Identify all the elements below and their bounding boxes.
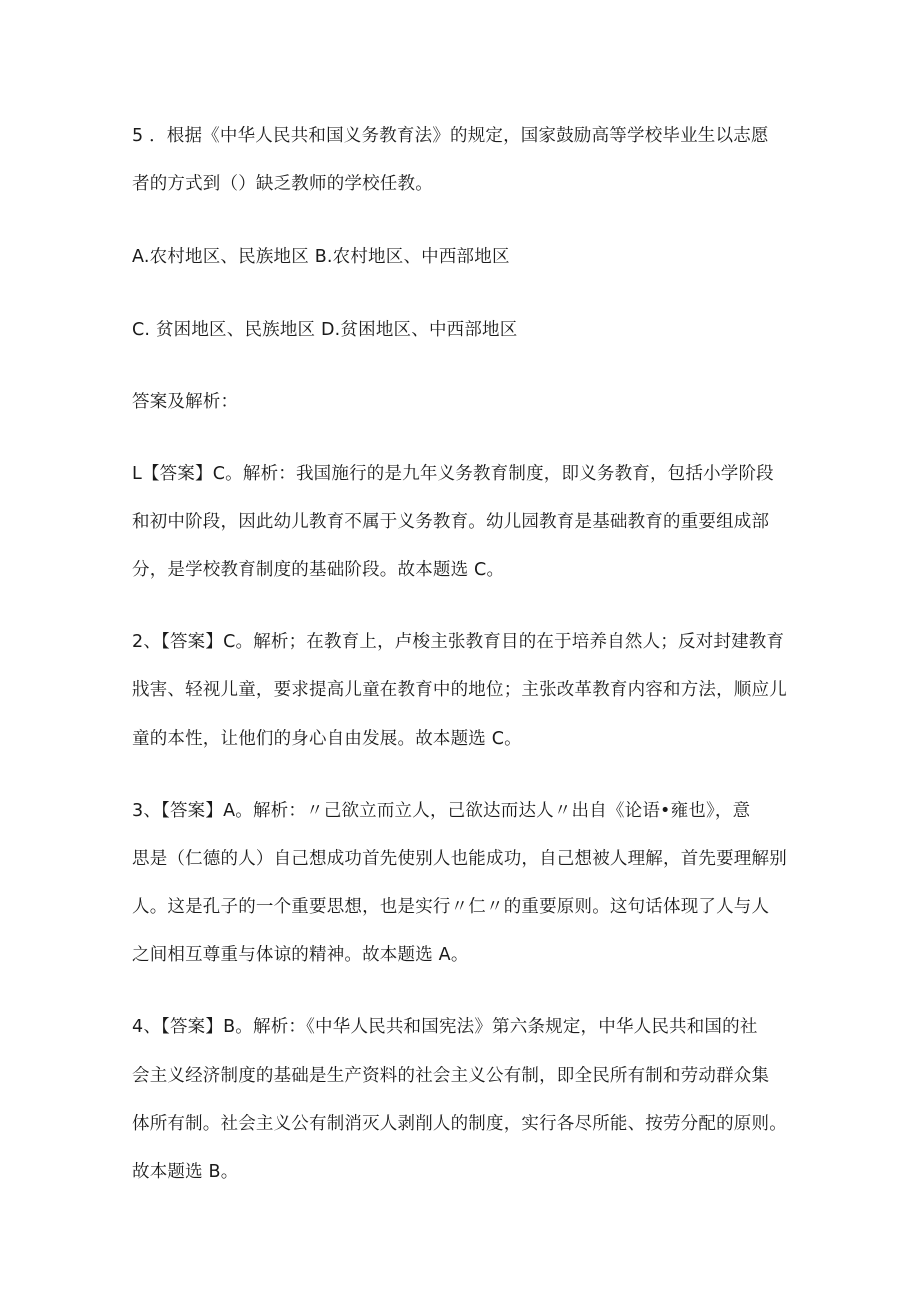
answer-4-line-1: 4、【答案】B。解析：《中华人民共和国宪法》第六条规定，中华人民共和国的社 — [132, 1017, 758, 1037]
answer-2-line-2: 戕害、轻视儿童，要求提高儿童在教育中的地位；主张改革教育内容和方法，顺应儿 — [132, 680, 787, 700]
answer-1-line-1: L【答案】C。解析：我国施行的是九年义务教育制度，即义务教育，包括小学阶段 — [132, 464, 774, 484]
answer-1-line-3: 分，是学校教育制度的基础阶段。故本题选 C。 — [132, 560, 505, 580]
answer-3-line-2: 思是（仁德的人）自己想成功首先使别人也能成功，自己想被人理解，首先要理解别 — [132, 849, 787, 869]
question-options-a-b: A.农村地区、民族地区 B.农村地区、中西部地区 — [132, 247, 510, 267]
answer-2-line-1: 2、【答案】C。解析；在教育上，卢梭主张教育目的在于培养自然人；反对封建教育 — [132, 632, 785, 652]
answer-heading: 答案及解析： — [132, 392, 239, 412]
answer-4-line-3: 体所有制。社会主义公有制消灭人剥削人的制度，实行各尽所能、按劳分配的原则。 — [132, 1114, 787, 1134]
answer-3-line-4: 之间相互尊重与体谅的精神。故本题选 A。 — [132, 945, 469, 965]
answer-4-line-2: 会主义经济制度的基础是生产资料的社会主义公有制，即全民所有制和劳动群众集 — [132, 1066, 770, 1086]
answer-3-line-1: 3、【答案】A。解析：〃己欲立而立人，己欲达而达人〃出自《论语•雍也》，意 — [132, 801, 751, 821]
question-options-c-d: C. 贫困地区、民族地区 D.贫困地区、中西部地区 — [132, 320, 518, 340]
answer-3-line-3: 人。这是孔子的一个重要思想，也是实行〃仁〃的重要原则。这句话体现了人与人 — [132, 897, 770, 917]
answer-1-line-2: 和初中阶段，因此幼儿教育不属于义务教育。幼儿园教育是基础教育的重要组成部 — [132, 512, 770, 532]
question-text-line-2: 者的方式到（）缺乏教师的学校任教。 — [132, 174, 433, 194]
answer-2-line-3: 童的本性，让他们的身心自由发展。故本题选 C。 — [132, 729, 522, 749]
answer-4-line-4: 故本题选 B。 — [132, 1162, 239, 1182]
question-text-line-1: 5 ．根据《中华人民共和国义务教育法》的规定，国家鼓励高等学校毕业生以志愿 — [132, 126, 769, 146]
